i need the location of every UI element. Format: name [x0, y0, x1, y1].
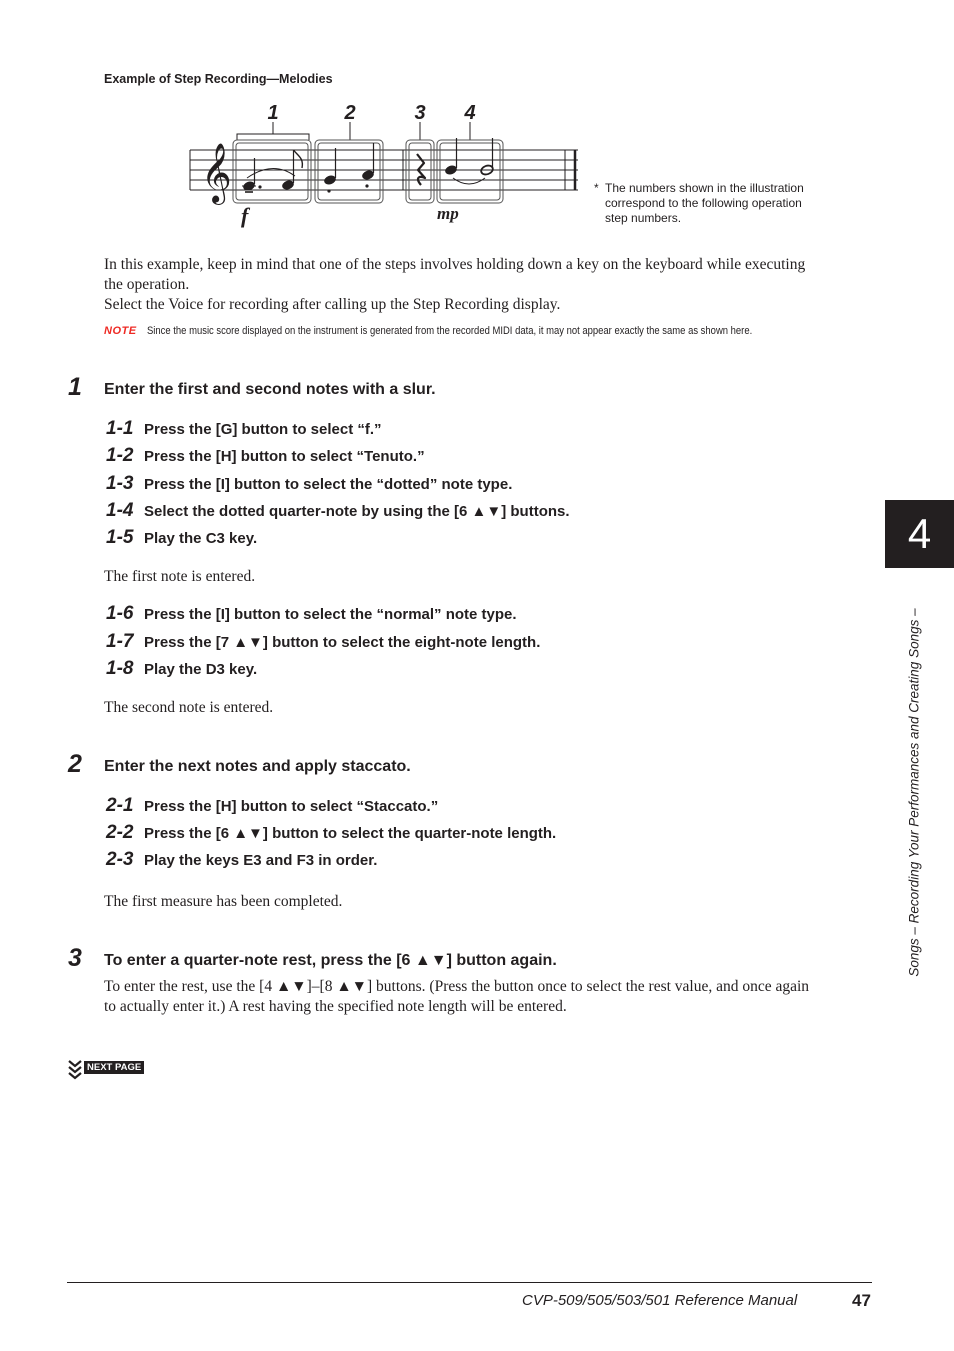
- page-number: 47: [852, 1291, 871, 1310]
- next-page-marker: [68, 1060, 144, 1080]
- step-number-3: 3: [68, 944, 82, 972]
- substep: 1-8 Play the D3 key.: [106, 658, 258, 679]
- step-result: The first measure has been completed.: [104, 893, 343, 910]
- step-number-2: 2: [68, 750, 82, 778]
- note-text: Since the music score displayed on the instrument is generated from the recorded MIDI data, it may not appear exactly the same as shown here.: [146, 325, 752, 337]
- step-result: The second note is entered.: [104, 699, 274, 716]
- footer-manual-title: CVP-509/505/503/501 Reference Manual: [522, 1292, 798, 1309]
- substep: 1-1 Press the [G] button to select “f.”: [106, 418, 382, 439]
- intro-paragraph-1: In this example, keep in mind that one of the steps involves holding down a key on the keyboard while executing the operation.: [104, 256, 806, 293]
- substep: 1-7 Press the [7 ▲▼] button to select the eight-note length.: [106, 631, 541, 652]
- step-title-2: Enter the next notes and apply staccato.: [104, 758, 411, 775]
- substep: 1-4 Select the dotted quarter-note by using the [6 ▲▼] buttons.: [106, 500, 570, 521]
- substep: 2-1 Press the [H] button to select “Staccato.”: [106, 795, 439, 816]
- substep: 1-5 Play the C3 key.: [106, 527, 258, 548]
- treble-clef-icon: 𝄞: [201, 143, 232, 203]
- footer-rule: [67, 1282, 872, 1283]
- step-title-3: To enter a quarter-note rest, press the [6 ▲▼] button again.: [104, 952, 557, 969]
- footnote-marker: *: [594, 181, 599, 195]
- callout-2: 2: [344, 102, 356, 124]
- intro-paragraph-2: Select the Voice for recording after calling up the Step Recording display.: [104, 296, 561, 313]
- dynamic-mp: mp: [437, 204, 459, 223]
- callout-1: 1: [267, 102, 279, 124]
- substep: 1-6 Press the [I] button to select the “normal” note type.: [106, 603, 517, 624]
- note-label: NOTE: [104, 325, 137, 337]
- next-page-label: NEXT PAGE: [84, 1061, 144, 1074]
- substep: 1-3 Press the [I] button to select the “dotted” note type.: [106, 473, 513, 494]
- footnote: [594, 181, 809, 226]
- substep: 2-3 Play the keys E3 and F3 in order.: [106, 849, 378, 870]
- step-body-3: To enter the rest, use the [4 ▲▼]–[8 ▲▼] buttons. (Press the button once to select the rest value, and once again to actually enter it.) A rest having the specified note length will be entered.: [104, 978, 810, 1015]
- step-result: The first note is entered.: [104, 568, 256, 585]
- step-number-1: 1: [68, 373, 82, 401]
- score-illustration: [185, 98, 585, 230]
- chapter-tab: 4: [885, 500, 954, 568]
- footnote-text: The numbers shown in the illustration correspond to the following operation step numbers.: [605, 181, 804, 225]
- substep: 1-2 Press the [H] button to select “Tenuto.”: [106, 445, 425, 466]
- example-title: Example of Step Recording—Melodies: [104, 72, 333, 86]
- note: [104, 325, 850, 337]
- triple-chevron-down-icon: [68, 1060, 82, 1080]
- step-title-1: Enter the first and second notes with a slur.: [104, 381, 436, 398]
- substep: 2-2 Press the [6 ▲▼] button to select the quarter-note length.: [106, 822, 557, 843]
- callout-4: 4: [464, 102, 476, 124]
- dynamic-f: f: [241, 203, 249, 228]
- callout-3: 3: [414, 102, 426, 124]
